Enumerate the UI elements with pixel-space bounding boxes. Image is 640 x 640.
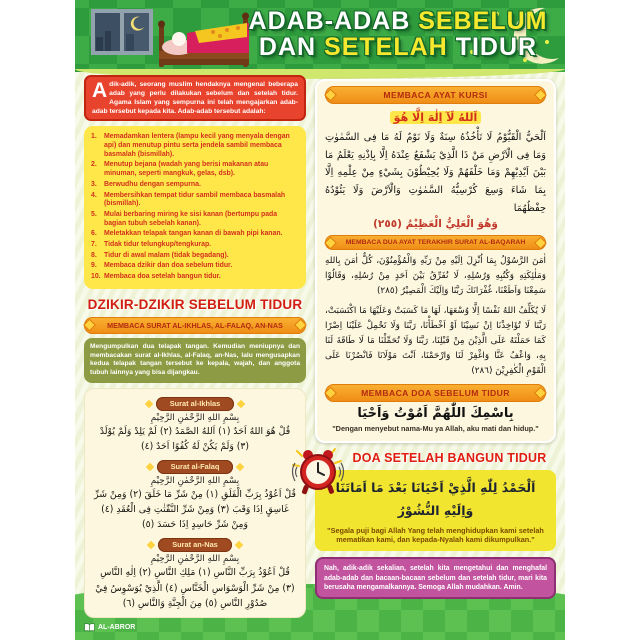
sleeping-bed-illustration bbox=[83, 3, 253, 73]
bed-icon bbox=[158, 13, 249, 68]
surah-ikhlas bbox=[91, 393, 299, 454]
list-item bbox=[91, 211, 299, 228]
item-number: 1. bbox=[91, 133, 97, 141]
diamond-icon bbox=[296, 320, 306, 330]
diamond-icon bbox=[236, 463, 244, 471]
list-item bbox=[91, 273, 299, 282]
book-icon bbox=[84, 623, 95, 632]
surah-name: Surat al-Falaq bbox=[170, 462, 220, 472]
window-icon bbox=[91, 9, 153, 55]
poster bbox=[75, 0, 565, 640]
howto-box: Mengumpulkan dua telapak tangan. Kemudian meniupnya dan membacakan surat al-Ikhlas, al-Falaq, an-Nas, lalu mengusapkan kedua telapak tangan tersebut ke kepala, wajah, dan anggota tubuh lainnya yang bisa dijangkau. bbox=[84, 338, 306, 384]
bismillah-text: بِسْمِ اللهِ الرَّحْمٰنِ الرَّحِيْمِ bbox=[150, 476, 240, 487]
logo-text: AL-ABROR bbox=[98, 623, 136, 631]
item-text: Memadamkan lentera (lampu kecil yang menyala dengan api) dan menutup pintu serta jendela sambil membaca basmalah (bismillah). bbox=[104, 133, 290, 158]
wake-doa-box bbox=[315, 470, 556, 552]
diamond-icon bbox=[536, 238, 546, 248]
closing-box: Nah, adik-adik sekalian, setelah kita mengetahui dan menghafal adab-adab dan bacaan-bacaan sebelum dan setelah tidur, mari kita berusaha mengamalkannya. Semoga Allah mudahkan. Amin. bbox=[315, 557, 556, 599]
content-area bbox=[75, 70, 565, 640]
wake-title-row bbox=[315, 451, 556, 465]
list-item bbox=[91, 262, 299, 271]
surah-arabic-text: قُلْ اَعُوْذُ بِرَبِّ النَّاسِ (١) مَلِكِ النَّاسِ (٢) اِلٰهِ النَّاسِ (٣) مِنْ شَرِّ الْوَسْوَاسِ الْخَنَّاسِ (٤) الَّذِيْ يُوَسْوِسُ فِيْ صُدُوْرِ النَّاسِ (٥) مِنَ الْجِنَّةِ وَالنَّاسِ (٦) bbox=[95, 567, 295, 609]
ayat-kursi-highlight: اَللهُ لَآ اِلٰهَ اِلَّا هُوَ bbox=[390, 111, 482, 124]
surah-name-badge bbox=[158, 538, 232, 552]
baqarah-285: اٰمَنَ الرَّسُوْلُ بِمَا اُنْزِلَ اِلَيْهِ مِنْ رَبِّهِ وَالْمُؤْمِنُوْنَ، كُلٌّ اٰمَنَ بِاللهِ وَمَلٰئِكَتِهِ وَكُتُبِهِ وَرُسُلِهِ، لَا نُفَرِّقُ بَيْنَ اَحَدٍ مِنْ رُسُلِهِ، وَقَالُوْا سَمِعْنَا وَاَطَعْنَا، غُفْرَانَكَ رَبَّنَا وَاِلَيْكَ الْمَصِيْرُ (٢٨٥) bbox=[325, 256, 546, 297]
doa-tidur-translation: "Dengan menyebut nama-Mu ya Allah, aku mati dan hidup." bbox=[332, 424, 539, 434]
ayat-kursi-body: اَلْحَيُّ الْقَيُّوْمُ لَا تَأْخُذُهُ سِنَةٌ وَلَا نَوْمٌ لَهُ مَا فِى السَّمٰوٰتِ وَمَا فِى الْاَرْضِ مَنْ ذَا الَّذِيْ يَشْفَعُ عِنْدَهُ اِلَّا بِاِذْنِهِ يَعْلَمُ مَا بَيْنَ اَيْدِيْهِمْ وَمَا خَلْفَهُمْ وَلَا يُحِيْطُوْنَ بِشَيْءٍ مِنْ عِلْمِهِ اِلَّا بِمَا شَاءَ وَسِعَ كُرْسِيُّهُ السَّمٰوٰتِ وَالْاَرْضَ وَلَا يَئُوْدُهُ حِفْظُهُمَا bbox=[325, 132, 546, 214]
ayat-kursi-opening bbox=[325, 108, 546, 126]
title-word: ADAB-ADAB bbox=[248, 7, 411, 35]
item-text: Tidur di awal malam (tidak begadang). bbox=[104, 251, 229, 259]
left-column bbox=[84, 70, 306, 632]
quran-panel bbox=[315, 79, 556, 443]
alarm-clock-icon bbox=[291, 441, 345, 499]
diamond-icon bbox=[326, 238, 336, 248]
doa-tidur-banner bbox=[325, 384, 546, 402]
drop-cap: A bbox=[92, 79, 108, 102]
surah-name-badge bbox=[157, 460, 234, 474]
item-text: Membaca doa setelah bangun tidur. bbox=[104, 273, 221, 280]
diamond-icon bbox=[536, 388, 546, 398]
wake-doa-translation: "Segala puji bagi Allah Yang telah menghidupkan kami setelah mematikan kami, dan kepada-Nyalah kami dikumpulkan." bbox=[327, 525, 544, 545]
diamond-icon bbox=[536, 90, 546, 100]
surah-name: Surat an-Nas bbox=[172, 540, 218, 550]
baqarah-banner bbox=[325, 235, 546, 250]
adab-list-box bbox=[84, 126, 306, 288]
list-item bbox=[91, 252, 299, 261]
surah-falaq bbox=[91, 456, 299, 532]
baqarah-286: لَا يُكَلِّفُ اللهُ نَفْسًا اِلَّا وُسْعَهَا، لَهَا مَا كَسَبَتْ وَعَلَيْهَا مَا اكْتَسَبَتْ، رَبَّنَا لَا تُؤَاخِذْنَا اِنْ نَسِيْنَا اَوْ اَخْطَأْنَا، رَبَّنَا وَلَا تَحْمِلْ عَلَيْنَا اِصْرًا كَمَا حَمَلْتَهُ عَلَى الَّذِيْنَ مِنْ قَبْلِنَا، رَبَّنَا وَلَا تُحَمِّلْنَا مَا لَا طَاقَةَ لَنَا بِهِ، وَاعْفُ عَنَّا وَاغْفِرْ لَنَا وَارْحَمْنَا، اَنْتَ مَوْلَانَا فَانْصُرْنَا عَلَى الْقَوْمِ الْكٰفِرِيْنَ (٢٨٦) bbox=[325, 305, 546, 376]
list-item bbox=[91, 192, 299, 209]
poster-title bbox=[243, 8, 553, 60]
banner-label: MEMBACA DUA AYAT TERAKHIR SURAT AL-BAQARAH bbox=[345, 239, 526, 247]
banner-label: MEMBACA DOA SEBELUM TIDUR bbox=[361, 388, 510, 399]
title-word: SETELAH bbox=[324, 33, 448, 61]
publisher-logo bbox=[84, 623, 306, 632]
item-text: Mulai berbaring miring ke sisi kanan (bertumpu pada bagian tubuh sebelah kanan). bbox=[104, 210, 278, 227]
surah-banner bbox=[84, 317, 306, 334]
title-word: SEBELUM bbox=[418, 7, 548, 35]
item-number: 7. bbox=[91, 240, 97, 248]
surah-arabic-text: قُلْ اَعُوْذُ بِرَبِّ الْفَلَقِ (١) مِنْ شَرِّ مَا خَلَقَ (٢) وَمِنْ شَرِّ غَاسِقٍ اِذَا وَقَبَ (٣) وَمِنْ شَرِّ النَّفّٰثٰتِ فِى الْعُقَدِ (٤) وَمِنْ شَرِّ حَاسِدٍ اِذَا حَسَدَ (٥) bbox=[94, 489, 296, 531]
ayat-kursi-last-line: وَهُوَ الْعَلِيُّ الْعَظِيْمُ (٢٥٥) bbox=[373, 218, 498, 231]
doa-tidur-arabic: بِاسْمِكَ اللّٰهُمَّ اَمُوْتُ وَاَحْيَا bbox=[357, 406, 514, 422]
item-number: 9. bbox=[91, 262, 97, 270]
item-number: 6. bbox=[91, 230, 97, 238]
title-word: DAN bbox=[258, 33, 317, 61]
bismillah-text: بِسْمِ اللهِ الرَّحْمٰنِ الرَّحِيْمِ bbox=[150, 554, 240, 565]
surah-name: Surat al-Ikhlas bbox=[169, 399, 221, 409]
diamond-icon bbox=[144, 400, 152, 408]
item-text: Tidak tidur telungkup/tengkurap. bbox=[104, 240, 212, 248]
surah-nas bbox=[91, 534, 299, 610]
diamond-icon bbox=[326, 90, 336, 100]
diamond-icon bbox=[147, 541, 155, 549]
diamond-icon bbox=[85, 320, 95, 330]
dzikir-section-title: DZIKIR-DZIKIR SEBELUM TIDUR bbox=[87, 296, 303, 312]
item-text: Membaca dzikir dan doa sebelum tidur. bbox=[104, 262, 233, 270]
list-item bbox=[91, 181, 299, 190]
item-number: 8. bbox=[91, 251, 97, 259]
wake-section-title: DOA SETELAH BANGUN TIDUR bbox=[352, 450, 547, 465]
item-text: Berwudhu dengan sempurna. bbox=[104, 180, 201, 188]
diamond-icon bbox=[237, 400, 245, 408]
item-number: 3. bbox=[91, 180, 97, 188]
surah-box bbox=[84, 388, 306, 617]
list-item bbox=[91, 241, 299, 250]
surah-arabic-text: قُلْ هُوَ اللهُ اَحَدٌ (١) اَللهُ الصَّمَدُ (٢) لَمْ يَلِدْ وَلَمْ يُوْلَدْ (٣) وَلَمْ يَكُنْ لَهُ كُفُوًا اَحَدٌ (٤) bbox=[99, 426, 291, 453]
title-word: TIDUR bbox=[455, 33, 538, 61]
list-item bbox=[91, 133, 299, 159]
diamond-icon bbox=[235, 541, 243, 549]
item-number: 4. bbox=[91, 191, 97, 199]
intro-box bbox=[84, 75, 306, 121]
item-text: Menutup bejana (wadah yang berisi makanan atau minuman, seperti mangkuk, gelas, dsb). bbox=[104, 161, 269, 178]
wake-doa-arabic: اَلْحَمْدُ لِلّٰهِ الَّذِيْ اَحْيَانَا بَعْدَ مَا اَمَاتَنَا وَاِلَيْهِ النُّشُوْرُ bbox=[335, 479, 536, 518]
intro-text: dik-adik, seorang muslim hendaknya mengenal beberapa adab yang perlu dilakukan sebelum dan setelah tidur. Agama Islam yang sempurna ini telah mengajarkan adab-adab tersebut kepada kita. Adab-adab tersebut adalah: bbox=[92, 81, 298, 115]
surah-name-badge bbox=[156, 397, 235, 411]
ayat-kursi-banner bbox=[325, 86, 546, 104]
item-number: 10. bbox=[91, 273, 101, 280]
item-text: Meletakkan telapak tangan kanan di bawah pipi kanan. bbox=[104, 230, 283, 238]
right-column bbox=[315, 70, 556, 632]
item-number: 2. bbox=[91, 161, 97, 169]
banner-label: MEMBACA SURAT AL-IKHLAS, AL-FALAQ, AN-NAS bbox=[107, 320, 283, 330]
bismillah-text: بِسْمِ اللهِ الرَّحْمٰنِ الرَّحِيْمِ bbox=[150, 413, 240, 424]
banner-label: MEMBACA AYAT KURSI bbox=[383, 90, 488, 100]
diamond-icon bbox=[145, 463, 153, 471]
item-number: 5. bbox=[91, 210, 97, 218]
diamond-icon bbox=[326, 388, 336, 398]
list-item bbox=[91, 161, 299, 178]
list-item bbox=[91, 230, 299, 239]
item-text: Membersihkan tempat tidur sambil membaca basmalah (bismillah). bbox=[104, 191, 286, 208]
